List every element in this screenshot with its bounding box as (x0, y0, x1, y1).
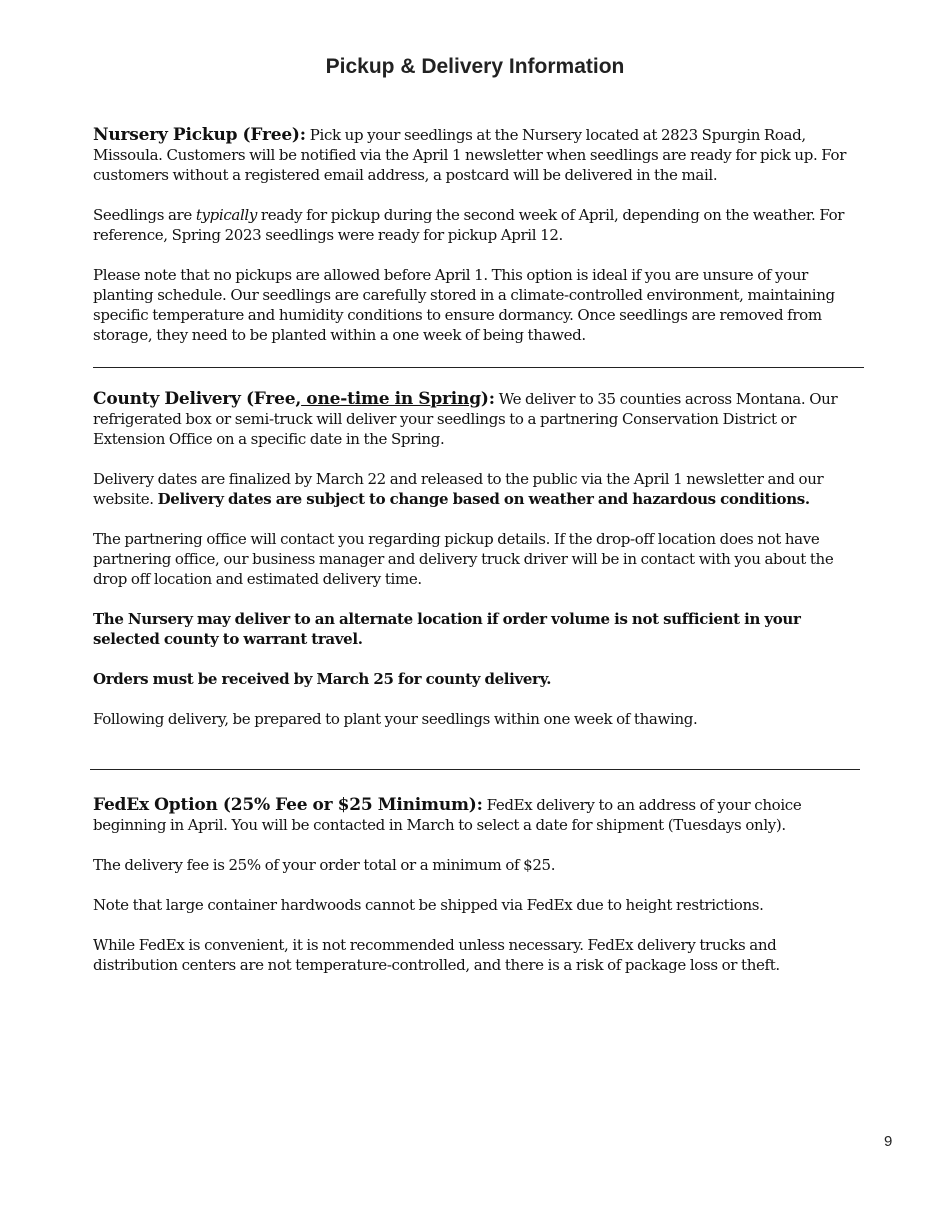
delivery-dates-warning: Delivery dates are subject to change based on weather and hazardous conditions. (157, 490, 810, 508)
timing-italic: typically (195, 206, 257, 224)
fedex-restriction: Note that large container hardwoods cannot be shipped via FedEx due to height restrictions. (93, 896, 764, 914)
timing-text-end: ready for pickup during the second week of April, depending on the weather. For reference, Spring 2023 seedlings were ready for pickup April 12. (93, 206, 845, 244)
nursery-pickup-intro (93, 125, 853, 185)
fedex-heading: FedEx Option (25% Fee or $25 Minimum): (93, 795, 483, 815)
fedex-intro (93, 795, 853, 835)
county-heading-close: ): (480, 389, 495, 409)
section-divider (90, 769, 860, 770)
nursery-pickup-text: Pick up your seedlings at the Nursery located at 2823 Spurgin Road, Missoula. Customers will be notified via the April 1 newsletter when seedlings are ready for pick up. For customers without a registered email address, a postcard will be delivered in the mail. (93, 126, 847, 184)
page-number: 9 (884, 1133, 893, 1150)
alternate-location-text: The Nursery may deliver to an alternate location if order volume is not sufficient in your selected county to warrant travel. (93, 610, 801, 648)
county-planting-note: Following delivery, be prepared to plant your seedlings within one week of thawing. (93, 710, 698, 728)
county-delivery-section (93, 389, 853, 729)
fedex-text: FedEx delivery to an address of your choice beginning in April. You will be contacted in March to select a date for shipment (Tuesdays only). (93, 796, 802, 834)
order-deadline-text: Orders must be received by March 25 for county delivery. (93, 670, 552, 688)
county-heading-underlined: one-time in Spring (301, 389, 481, 409)
delivery-dates-text: Delivery dates are finalized by March 22 and released to the public via the April 1 newsletter and our website. (93, 470, 824, 508)
county-delivery-intro (93, 389, 853, 449)
nursery-pickup-timing (93, 205, 853, 245)
nursery-pickup-heading: Nursery Pickup (Free): (93, 125, 306, 145)
section-divider (93, 367, 864, 368)
county-delivery-dates (93, 469, 853, 509)
fedex-fee: The delivery fee is 25% of your order total or a minimum of $25. (93, 856, 556, 874)
county-order-deadline (93, 669, 853, 689)
timing-text-start: Seedlings are (93, 206, 196, 224)
fedex-section (93, 795, 853, 975)
county-delivery-text: We deliver to 35 counties across Montana. Our refrigerated box or semi-truck will deliver your seedlings to a partnering Conservation District or Extension Office on a specific date in the Spring. (93, 390, 838, 448)
nursery-pickup-note: Please note that no pickups are allowed before April 1. This option is ideal if you are unsure of your planting schedule. Our seedlings are carefully stored in a climate-controlled environment, maintaining specific temperature and humidity conditions to ensure dormancy. Once seedlings are removed from storage, they need to be planted within a one week of being thawed. (93, 266, 835, 344)
county-alternate-location (93, 609, 853, 649)
page-title: Pickup & Delivery Information (325, 55, 625, 78)
county-heading-text: County Delivery (Free, (93, 389, 302, 409)
county-delivery-contact: The partnering office will contact you regarding pickup details. If the drop-off location does not have partnering office, our business manager and delivery truck driver will be in contact with you about the drop off location and estimated delivery time. (93, 530, 834, 588)
fedex-warning: While FedEx is convenient, it is not recommended unless necessary. FedEx delivery trucks and distribution centers are not temperature-controlled, and there is a risk of package loss or theft. (93, 936, 780, 974)
nursery-pickup-section (93, 125, 853, 345)
county-delivery-heading (93, 389, 495, 409)
